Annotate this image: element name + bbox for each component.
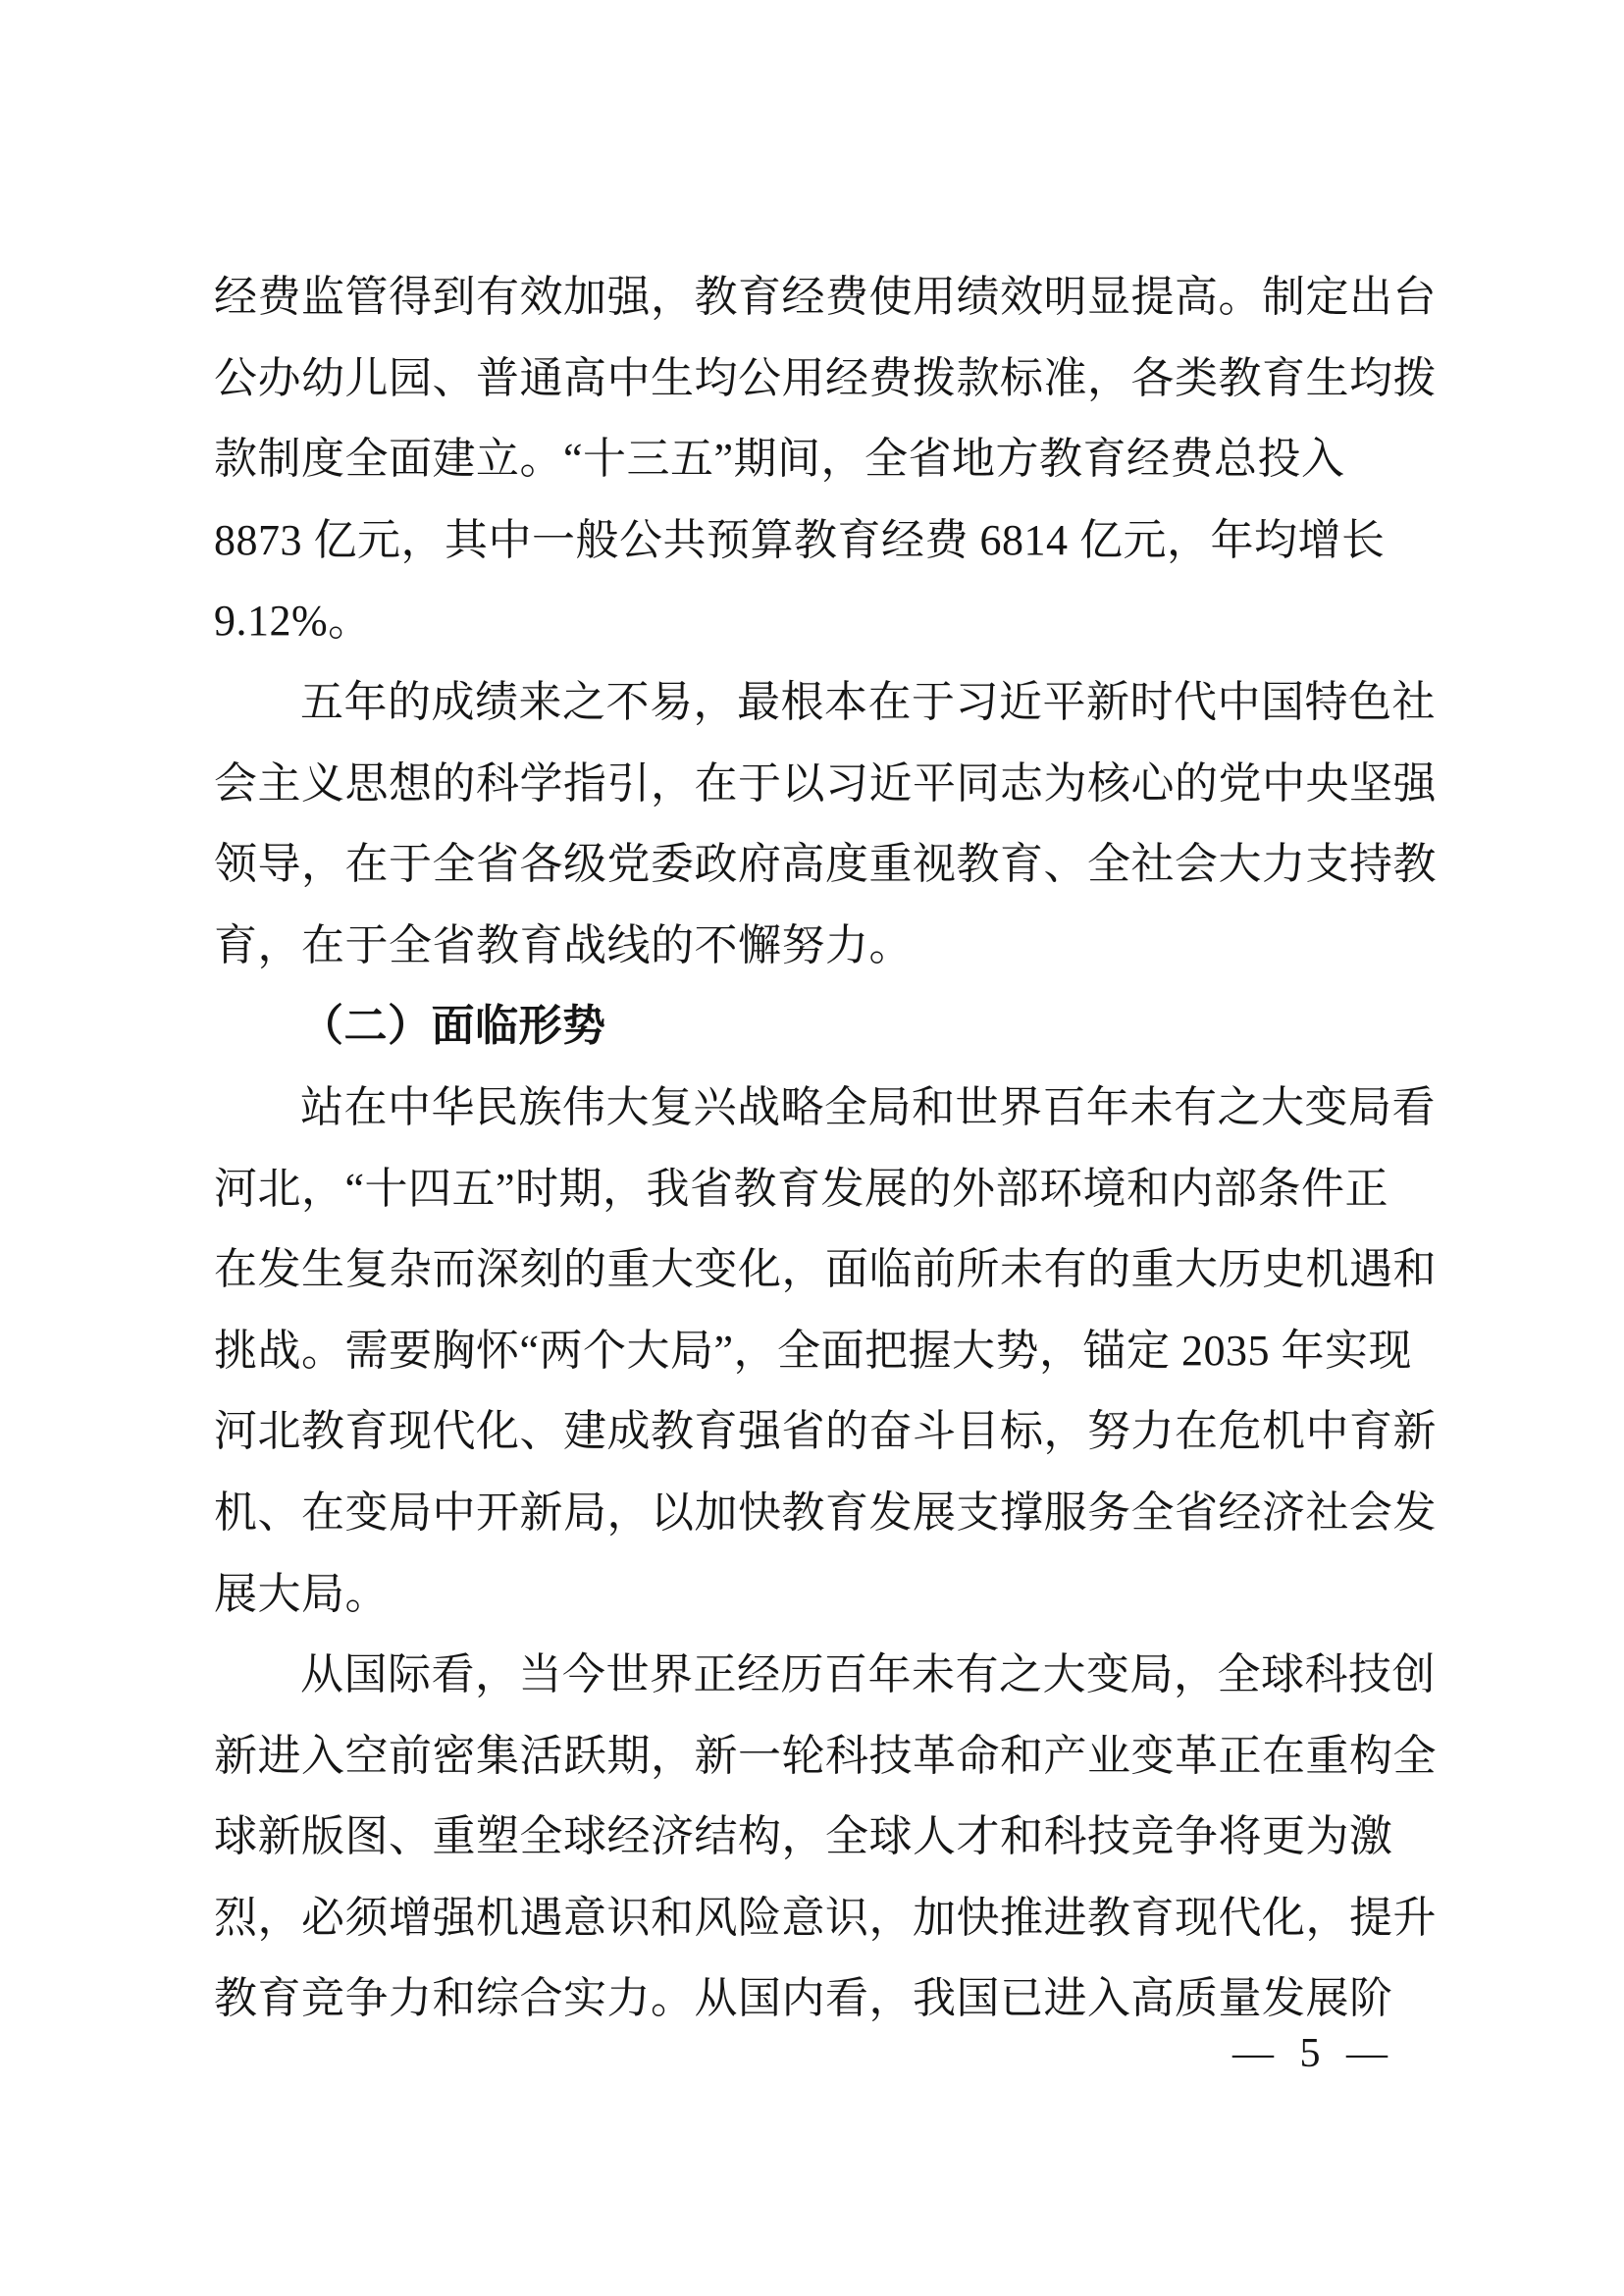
text-line: 烈，必须增强机遇意识和风险意识，加快推进教育现代化，提升: [214, 1893, 1437, 1942]
text-line: 教育竞争力和综合实力。从国内看，我国已进入高质量发展阶: [214, 1974, 1393, 2023]
text-line: 展大局。: [214, 1569, 389, 1618]
text-line: 站在中华民族伟大复兴战略全局和世界百年未有之大变局看: [300, 1082, 1436, 1131]
text-line: 8873 亿元，其中一般公共预算教育经费 6814 亿元，年均增长: [214, 515, 1386, 564]
page-number: — 5 —: [1232, 2031, 1388, 2076]
section-heading: （二）面临形势: [300, 1002, 606, 1051]
text-line: 款制度全面建立。“十三五”期间，全省地方教育经费总投入: [214, 435, 1345, 484]
text-line: 从国际看，当今世界正经历百年未有之大变局，全球科技创: [300, 1650, 1436, 1699]
text-line: 五年的成绩来之不易，最根本在于习近平新时代中国特色社: [300, 677, 1436, 726]
text-line: 9.12%。: [214, 597, 372, 646]
text-line: 会主义思想的科学指引，在于以习近平同志为核心的党中央坚强: [214, 758, 1437, 808]
text-line: 新进入空前密集活跃期，新一轮科技革命和产业变革正在重构全: [214, 1731, 1437, 1780]
text-line: 领导，在于全省各级党委政府高度重视教育、全社会大力支持教: [214, 840, 1437, 889]
text-line: 河北，“十四五”时期，我省教育发展的外部环境和内部条件正: [214, 1164, 1389, 1213]
text-line: 河北教育现代化、建成教育强省的奋斗目标，努力在危机中育新: [214, 1407, 1437, 1456]
document-body: [214, 257, 1450, 2040]
text-line: 球新版图、重塑全球经济结构，全球人才和科技竞争将更为激: [214, 1812, 1393, 1861]
text-line: 在发生复杂而深刻的重大变化，面临前所未有的重大历史机遇和: [214, 1245, 1437, 1294]
text-line: 机、在变局中开新局，以加快教育发展支撑服务全省经济社会发: [214, 1487, 1437, 1537]
text-line: 挑战。需要胸怀“两个大局”，全面把握大势，锚定 2035 年实现: [214, 1326, 1413, 1375]
text-line: 公办幼儿园、普通高中生均公用经费拨款标准，各类教育生均拨: [214, 353, 1437, 402]
text-line: 经费监管得到有效加强，教育经费使用绩效明显提高。制定出台: [214, 273, 1437, 321]
text-line: 育，在于全省教育战线的不懈努力。: [214, 920, 913, 969]
